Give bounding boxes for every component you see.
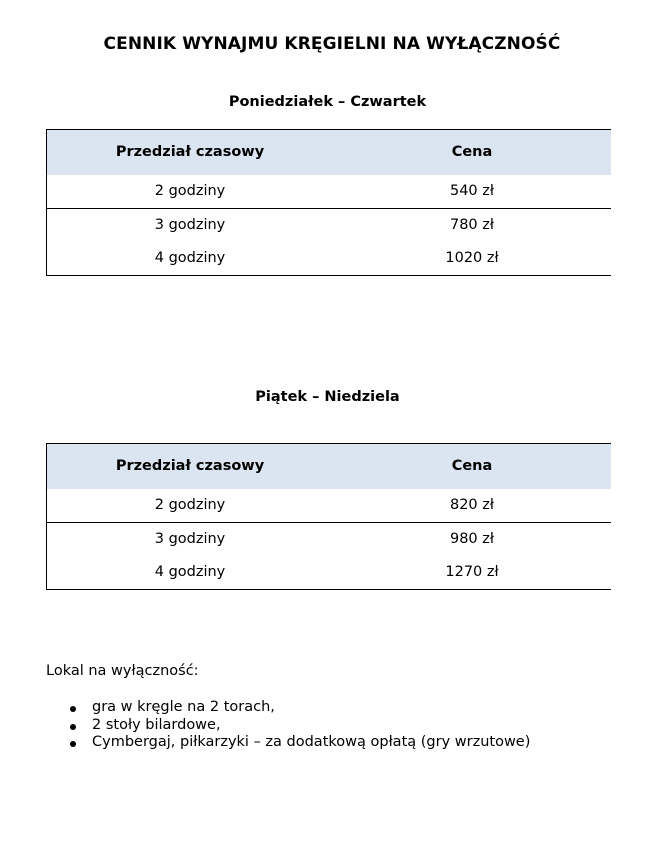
table-row [47, 522, 611, 556]
table-row [47, 489, 611, 522]
column-header-time: Przedział czasowy [115, 144, 265, 160]
section-heading-weekdays: Poniedziałek – Czwartek [228, 94, 427, 110]
table-row [47, 242, 611, 275]
price-table-weekend [46, 443, 611, 590]
list-item [46, 699, 530, 717]
table-header-row [47, 130, 611, 175]
price-cell: 980 zł [449, 531, 495, 547]
table-row [47, 175, 611, 208]
table-header-row [47, 444, 611, 489]
column-header-price: Cena [451, 144, 493, 160]
price-cell: 1270 zł [445, 564, 499, 580]
page-title: CENNIK WYNAJMU KRĘGIELNI NA WYŁĄCZNOŚĆ [103, 34, 561, 54]
section-heading-weekend: Piątek – Niedziela [255, 389, 400, 405]
time-cell: 2 godziny [154, 497, 226, 513]
table-row [47, 556, 611, 589]
notes-title: Lokal na wyłączność: [46, 663, 199, 679]
amenities-list [46, 699, 530, 752]
bullet-icon [70, 741, 76, 747]
list-item-text: Cymbergaj, piłkarzyki – za dodatkową opłatą (gry wrzutowe) [92, 734, 531, 750]
time-cell: 2 godziny [154, 183, 226, 199]
price-cell: 820 zł [449, 497, 495, 513]
list-item [46, 734, 530, 752]
list-item-text: 2 stoły bilardowe, [92, 716, 221, 733]
bullet-icon [70, 706, 76, 712]
time-cell: 3 godziny [154, 217, 226, 233]
table-row [47, 208, 611, 242]
price-table-weekdays [46, 129, 611, 276]
time-cell: 4 godziny [154, 564, 226, 580]
price-cell: 780 zł [449, 217, 495, 233]
time-cell: 4 godziny [154, 250, 226, 266]
time-cell: 3 godziny [154, 531, 226, 547]
column-header-price: Cena [451, 458, 493, 474]
list-item-text: gra w kręgle na 2 torach, [92, 699, 275, 715]
price-cell: 1020 zł [445, 250, 499, 266]
price-cell: 540 zł [449, 183, 495, 199]
list-item [46, 717, 530, 735]
column-header-time: Przedział czasowy [115, 458, 265, 474]
bullet-icon [70, 724, 76, 730]
